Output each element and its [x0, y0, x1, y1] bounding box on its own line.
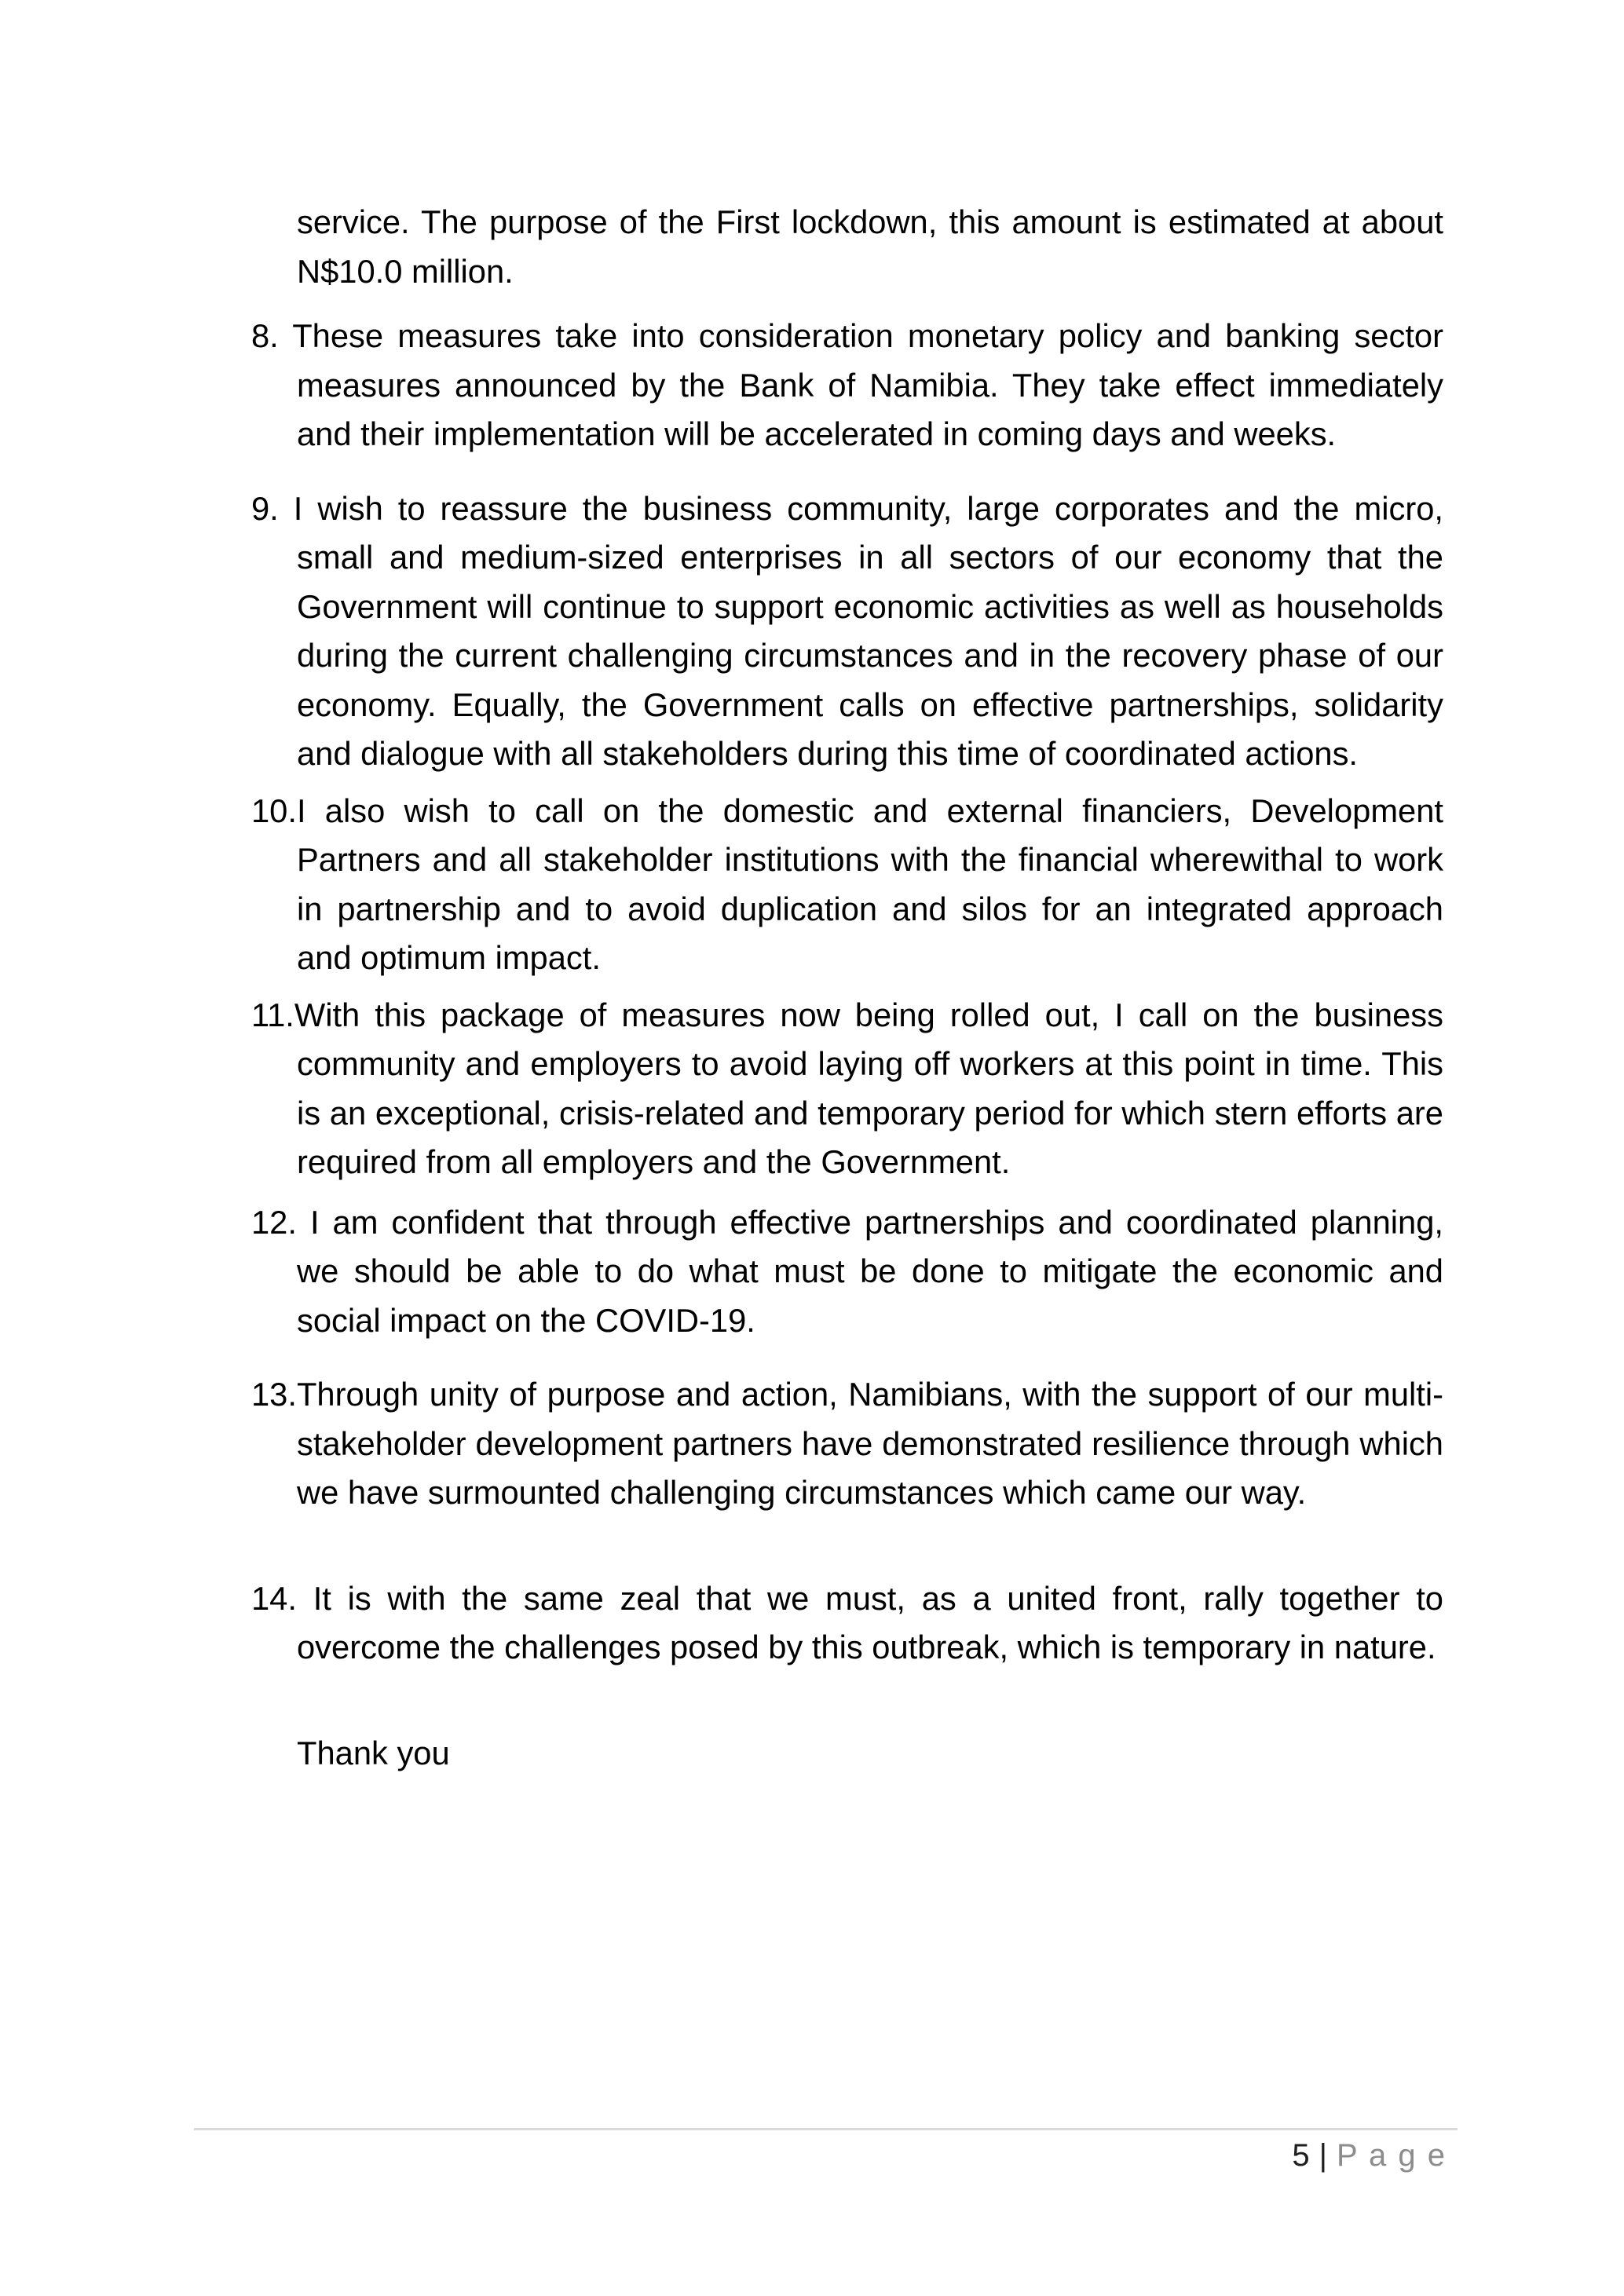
list-item-13 — [251, 1370, 1443, 1518]
item-text: With this package of measures now being rolled out, I call on the business community and employers to avoid laying off workers at this point in time. This is an exceptional, crisis-related and temporary period for which stern efforts are required from all employers and the Government. — [294, 996, 1443, 1180]
item-text: I wish to reassure the business community, large corporates and the micro, small and medium-sized enterprises in all sectors of our economy that the Government will continue to support economic activities as well as households during the current challenging circumstances and in the recovery phase of our economy. Equally, the Government calls on effective partnerships, solidarity and dialogue with all stakeholders during this time of coordinated actions. — [293, 489, 1443, 772]
item-number: 14. — [251, 1579, 313, 1617]
item-number: 8. — [251, 317, 293, 354]
footer-divider-rule — [194, 2128, 1458, 2130]
item-number: 9. — [251, 489, 294, 527]
list-item-11 — [251, 991, 1443, 1187]
item-number: 13. — [251, 1376, 297, 1413]
continuation-paragraph: service. The purpose of the First lockdown, this amount is estimated at about N$10.0 million. — [297, 203, 1443, 290]
item-text: I am confident that through effective partnerships and coordinated planning, we should be able to do what must be done to mitigate the economic and social impact on the COVID-19. — [297, 1203, 1443, 1339]
footer-page-number: 5 — [1292, 2138, 1310, 2173]
list-item-8 — [251, 312, 1443, 459]
item-text: These measures take into consideration monetary policy and banking sector measures announced by the Bank of Namibia. They take effect immediately and their implementation will be accelerated in coming days and weeks. — [292, 317, 1443, 452]
item-number: 10. — [251, 792, 297, 829]
page-footer — [1292, 2137, 1447, 2174]
footer-page-label: P a g e — [1336, 2138, 1447, 2173]
item-number: 12. — [251, 1203, 310, 1241]
list-item-14 — [251, 1574, 1443, 1673]
item-text: I also wish to call on the domestic and external financiers, Development Partners and all stakeholder institutions with the financial wherewithal to work in partnership and to avoid duplication and silos for an integrated approach and optimum impact. — [296, 792, 1443, 976]
footer-pipe-separator: | — [1319, 2138, 1327, 2173]
item-text: Through unity of purpose and action, Namibians, with the support of our multi-stakeholder development partners have demonstrated resilience through which we have surmounted challenging circumstances which came our way. — [296, 1376, 1443, 1511]
item-number: 11. — [251, 996, 294, 1033]
list-item-12 — [251, 1198, 1443, 1346]
list-item-9 — [251, 484, 1443, 779]
closing-thank-you: Thank you — [297, 1734, 450, 1771]
list-item-10 — [251, 787, 1443, 983]
document-body — [251, 198, 1443, 1778]
item-text: It is with the same zeal that we must, as a united front, rally together to overcome the challenges posed by this outbreak, which is temporary in nature. — [297, 1579, 1443, 1665]
